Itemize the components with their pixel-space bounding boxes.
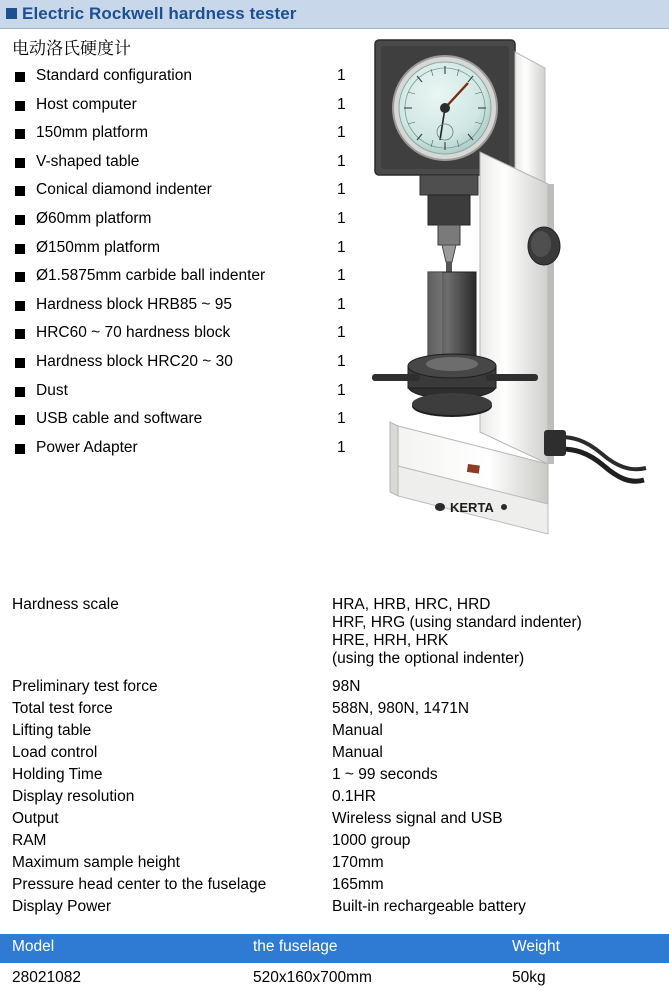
brand-text: KERTA bbox=[450, 500, 494, 515]
list-item-qty: 1 bbox=[337, 67, 346, 84]
spec-label: Display Power bbox=[12, 898, 112, 915]
header-square-icon bbox=[6, 8, 17, 19]
spec-value: HRF, HRG (using standard indenter) bbox=[332, 614, 582, 631]
list-item-label: Hardness block HRB85 ~ 95 bbox=[36, 295, 233, 313]
list-item bbox=[12, 205, 362, 234]
cell-weight: 50kg bbox=[512, 969, 546, 986]
list-item bbox=[12, 62, 362, 91]
spec-value: 98N bbox=[332, 678, 361, 695]
list-item-label: V-shaped table bbox=[36, 152, 140, 170]
list-item bbox=[12, 234, 362, 263]
spec-label: Display resolution bbox=[12, 788, 135, 805]
square-bullet-icon bbox=[15, 358, 25, 368]
list-item-label: 150mm platform bbox=[36, 124, 148, 142]
cell-fuselage: 520x160x700mm bbox=[253, 969, 372, 986]
square-bullet-icon bbox=[15, 444, 25, 454]
list-item bbox=[12, 348, 362, 377]
list-item bbox=[12, 377, 362, 406]
spec-row bbox=[12, 810, 657, 832]
square-bullet-icon bbox=[15, 215, 25, 225]
spec-row bbox=[12, 876, 657, 898]
list-item-qty: 1 bbox=[337, 324, 346, 342]
accessories-list bbox=[12, 62, 362, 462]
list-item-qty: 1 bbox=[337, 438, 346, 456]
list-item bbox=[12, 91, 362, 120]
list-item-label: HRC60 ~ 70 hardness block bbox=[36, 324, 231, 342]
spec-value: HRA, HRB, HRC, HRD bbox=[332, 596, 491, 613]
spec-row bbox=[12, 700, 657, 722]
list-item-qty: 1 bbox=[337, 152, 346, 170]
spec-value: 1 ~ 99 seconds bbox=[332, 766, 438, 783]
square-bullet-icon bbox=[15, 244, 25, 254]
spec-row bbox=[12, 788, 657, 810]
spec-value: 1000 group bbox=[332, 832, 411, 849]
list-item-qty: 1 bbox=[337, 95, 346, 113]
list-item bbox=[12, 176, 362, 205]
list-item-label: Dust bbox=[36, 381, 68, 399]
list-item bbox=[12, 319, 362, 348]
model-table-header bbox=[0, 934, 669, 962]
page-title: Electric Rockwell hardness tester bbox=[22, 4, 297, 23]
square-bullet-icon bbox=[15, 158, 25, 168]
square-bullet-icon bbox=[15, 129, 25, 139]
spec-label: Output bbox=[12, 810, 59, 827]
list-item-label: Standard configuration bbox=[36, 67, 192, 84]
cell-model: 28021082 bbox=[12, 969, 81, 986]
square-bullet-icon bbox=[15, 329, 25, 339]
specs-table bbox=[12, 596, 657, 920]
spec-value: 588N, 980N, 1471N bbox=[332, 700, 470, 717]
list-item-qty: 1 bbox=[337, 352, 346, 370]
model-table bbox=[0, 934, 669, 993]
list-item bbox=[12, 262, 362, 291]
list-item bbox=[12, 291, 362, 320]
spec-label: Preliminary test force bbox=[12, 678, 158, 695]
list-item-label: Power Adapter bbox=[36, 438, 138, 456]
spec-value: 0.1HR bbox=[332, 788, 376, 805]
list-item-label: Ø1.5875mm carbide ball indenter bbox=[36, 267, 266, 285]
spec-value: (using the optional indenter) bbox=[332, 650, 525, 667]
list-item bbox=[12, 434, 362, 463]
square-bullet-icon bbox=[15, 72, 25, 82]
spec-row bbox=[12, 744, 657, 766]
spec-row bbox=[12, 832, 657, 854]
list-item-qty: 1 bbox=[337, 238, 346, 256]
list-item bbox=[12, 405, 362, 434]
spec-row bbox=[12, 722, 657, 744]
list-item-qty: 1 bbox=[337, 381, 346, 399]
spec-row bbox=[12, 678, 657, 700]
spec-value: Built-in rechargeable battery bbox=[332, 898, 526, 915]
spec-value: Manual bbox=[332, 722, 383, 739]
square-bullet-icon bbox=[15, 387, 25, 397]
spec-label: RAM bbox=[12, 832, 47, 849]
spec-value: 170mm bbox=[332, 854, 384, 871]
spec-label: Pressure head center to the fuselage bbox=[12, 876, 267, 893]
list-item-qty: 1 bbox=[337, 267, 346, 285]
list-item bbox=[12, 148, 362, 177]
list-item-label: Hardness block HRC20 ~ 30 bbox=[36, 352, 233, 370]
column-header-model: Model bbox=[12, 938, 55, 955]
spec-row bbox=[12, 854, 657, 876]
spec-value: Wireless signal and USB bbox=[332, 810, 503, 827]
square-bullet-icon bbox=[15, 272, 25, 282]
header-bar bbox=[0, 0, 669, 29]
subtitle-chinese: 电动洛氏硬度计 bbox=[12, 39, 131, 58]
spec-label: Maximum sample height bbox=[12, 854, 180, 871]
list-item-label: USB cable and software bbox=[36, 410, 203, 428]
spec-value: Manual bbox=[332, 744, 383, 761]
square-bullet-icon bbox=[15, 301, 25, 311]
spec-label: Total test force bbox=[12, 700, 113, 717]
list-item-qty: 1 bbox=[337, 181, 346, 199]
list-item-qty: 1 bbox=[337, 209, 346, 227]
list-item-label: Host computer bbox=[36, 95, 137, 113]
list-item bbox=[12, 119, 362, 148]
column-header-fuselage: the fuselage bbox=[253, 938, 338, 955]
spec-label: Hardness scale bbox=[12, 596, 119, 613]
list-item-label: Conical diamond indenter bbox=[36, 181, 212, 199]
spec-label: Load control bbox=[12, 744, 98, 761]
product-photo bbox=[368, 34, 658, 564]
column-header-weight: Weight bbox=[512, 938, 560, 955]
spec-row bbox=[12, 596, 657, 678]
table-row bbox=[0, 962, 669, 993]
square-bullet-icon bbox=[15, 186, 25, 196]
spec-label: Holding Time bbox=[12, 766, 103, 783]
list-item-qty: 1 bbox=[337, 410, 346, 428]
spec-row bbox=[12, 898, 657, 920]
spec-value: 165mm bbox=[332, 876, 384, 893]
spec-row bbox=[12, 766, 657, 788]
list-item-label: Ø60mm platform bbox=[36, 209, 152, 227]
spec-label: Lifting table bbox=[12, 722, 92, 739]
list-item-qty: 1 bbox=[337, 124, 346, 142]
list-item-label: Ø150mm platform bbox=[36, 238, 161, 256]
list-item-qty: 1 bbox=[337, 295, 346, 313]
spec-value: HRE, HRH, HRK bbox=[332, 632, 449, 649]
square-bullet-icon bbox=[15, 101, 25, 111]
square-bullet-icon bbox=[15, 415, 25, 425]
